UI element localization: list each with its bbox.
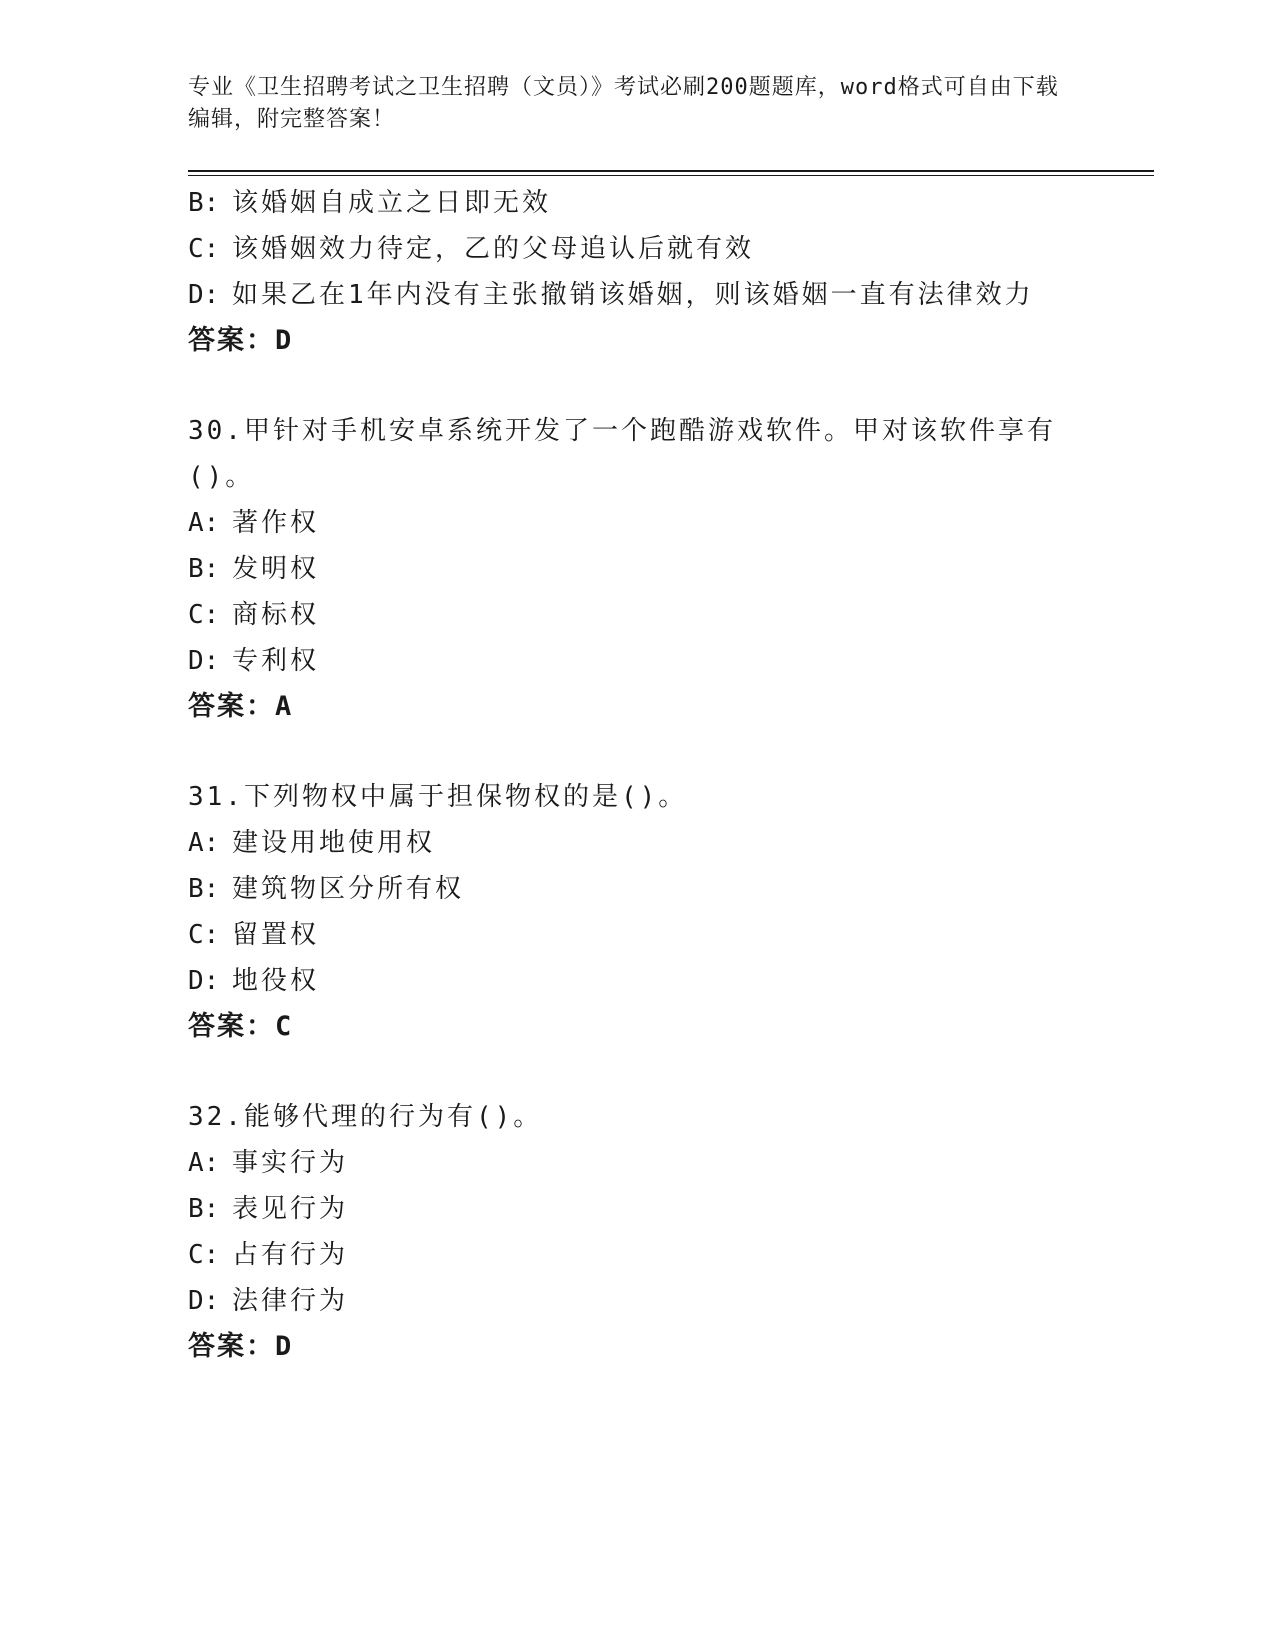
option-letter: C: [188, 1240, 220, 1270]
option-b [188, 180, 1148, 226]
document-header: 专业《卫生招聘考试之卫生招聘（文员）》考试必刷200题题库，word格式可自由下载编辑，附完整答案！ [188, 75, 1059, 132]
option-letter: A: [188, 1148, 220, 1178]
option-d [188, 1278, 1148, 1324]
option-text: 发明权 [232, 554, 320, 584]
option-text: 该婚姻自成立之日即无效 [232, 188, 552, 218]
option-letter: D: [188, 1286, 220, 1316]
option-letter: D: [188, 966, 220, 996]
option-c [188, 912, 1148, 958]
option-text: 表见行为 [232, 1194, 349, 1224]
option-c [188, 226, 1148, 272]
option-letter: D: [188, 280, 220, 310]
document-content [188, 180, 1148, 1370]
option-a [188, 820, 1148, 866]
option-letter: C: [188, 234, 220, 264]
question-31 [188, 774, 1148, 1050]
option-text: 该婚姻效力待定，乙的父母追认后就有效 [232, 234, 755, 264]
option-b [188, 546, 1148, 592]
option-b [188, 866, 1148, 912]
option-text: 事实行为 [232, 1148, 349, 1178]
question-32 [188, 1094, 1148, 1370]
answer-line: 答案：D [188, 1331, 294, 1362]
option-letter: B: [188, 554, 220, 584]
header-double-rule [188, 170, 1154, 176]
option-a [188, 500, 1148, 546]
option-d [188, 272, 1148, 318]
option-text: 建设用地使用权 [232, 828, 436, 858]
option-letter: A: [188, 508, 220, 538]
option-a [188, 1140, 1148, 1186]
option-b [188, 1186, 1148, 1232]
question-stem: 31.下列物权中属于担保物权的是()。 [188, 782, 688, 812]
option-c [188, 1232, 1148, 1278]
answer-line: 答案：D [188, 325, 294, 356]
option-d [188, 638, 1148, 684]
option-c [188, 592, 1148, 638]
question-30 [188, 408, 1148, 730]
option-text: 建筑物区分所有权 [232, 874, 465, 904]
option-letter: C: [188, 920, 220, 950]
option-text: 著作权 [232, 508, 320, 538]
option-letter: B: [188, 1194, 220, 1224]
option-letter: C: [188, 600, 220, 630]
option-text: 如果乙在1年内没有主张撤销该婚姻，则该婚姻一直有法律效力 [232, 280, 1034, 310]
option-letter: B: [188, 188, 220, 218]
answer-line: 答案：A [188, 691, 294, 722]
question-stem: 30.甲针对手机安卓系统开发了一个跑酷游戏软件。甲对该软件享有()。 [188, 416, 1056, 492]
option-letter: A: [188, 828, 220, 858]
question-stem: 32.能够代理的行为有()。 [188, 1102, 543, 1132]
answer-line: 答案：C [188, 1011, 294, 1042]
prev-question [188, 180, 1148, 364]
option-letter: B: [188, 874, 220, 904]
option-d [188, 958, 1148, 1004]
document-page [188, 72, 1148, 1370]
option-text: 法律行为 [232, 1286, 349, 1316]
option-text: 商标权 [232, 600, 320, 630]
option-text: 专利权 [232, 646, 320, 676]
option-text: 地役权 [232, 966, 320, 996]
option-letter: D: [188, 646, 220, 676]
option-text: 占有行为 [232, 1240, 349, 1270]
option-text: 留置权 [232, 920, 320, 950]
